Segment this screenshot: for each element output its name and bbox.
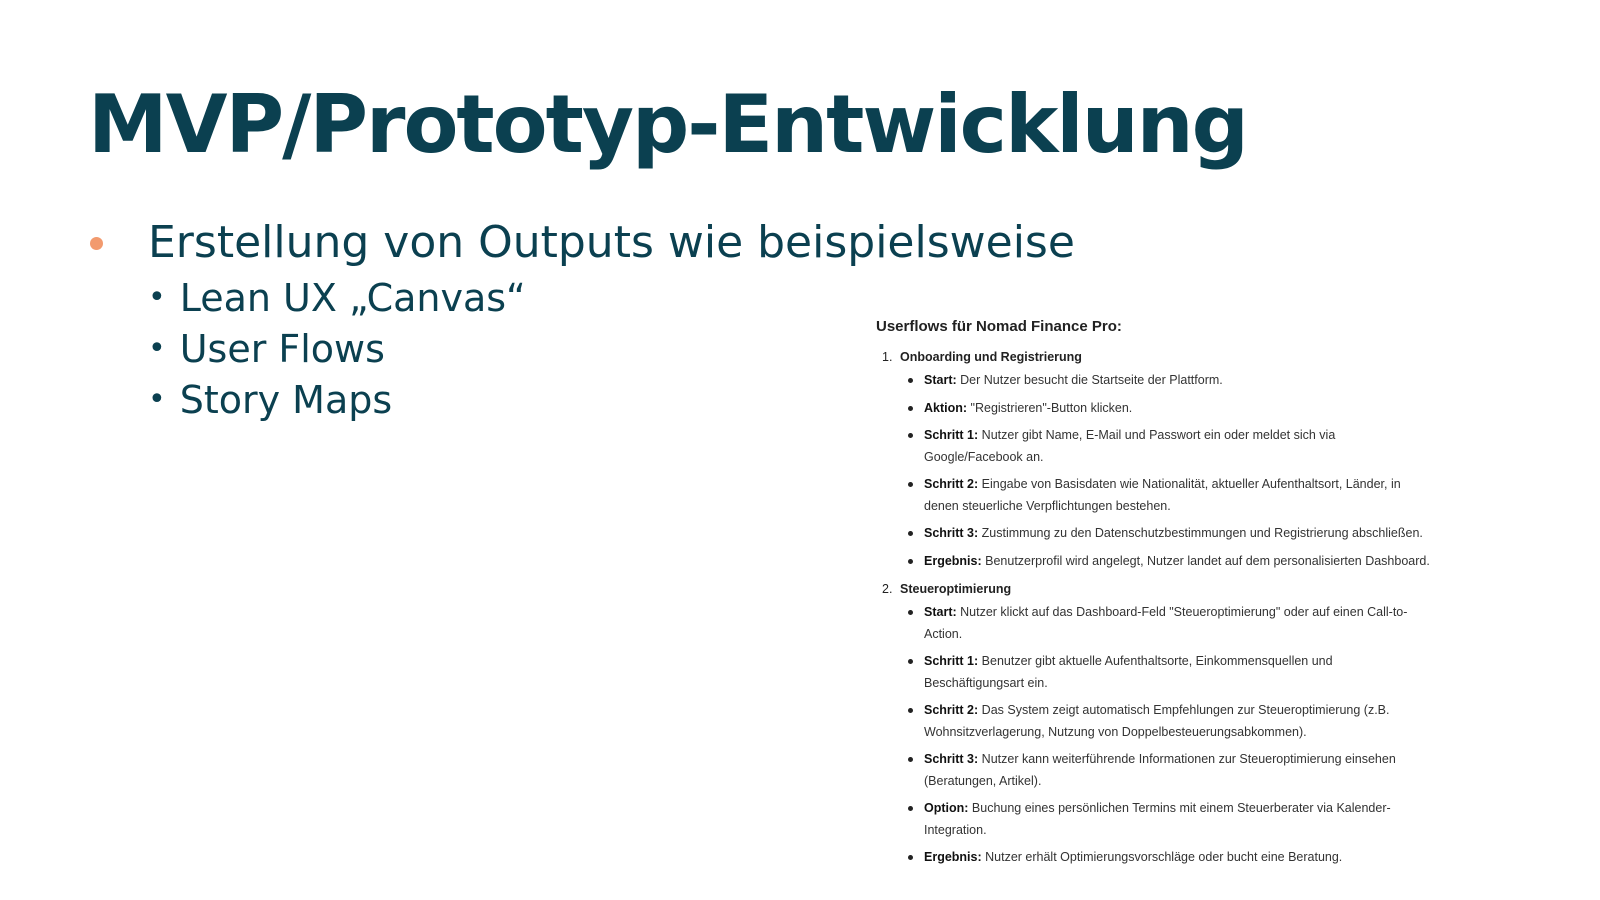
list-item	[876, 425, 1436, 468]
list-item	[876, 651, 1436, 694]
item-text: "Registrieren"-Button klicken.	[967, 400, 1133, 415]
item-key: Start:	[924, 605, 957, 619]
section-number: 1.	[882, 350, 893, 364]
list-item	[876, 398, 1436, 420]
userflows-document	[876, 316, 1436, 875]
bullet-dot-icon	[90, 237, 103, 250]
sub-bullet-item	[148, 323, 526, 374]
list-item	[876, 602, 1436, 645]
bullet-icon: •	[148, 330, 166, 366]
item-key: Schritt 2:	[924, 477, 979, 491]
sub-bullet-text: Lean UX „Canvas“	[179, 275, 526, 320]
section-number: 2.	[882, 582, 893, 596]
list-item	[876, 798, 1436, 841]
item-text: Nutzer erhält Optimierungsvorschläge oder bucht eine Beratung.	[981, 850, 1343, 864]
item-text: Nutzer kann weiterführende Informationen zur Steueroptimierung einsehen (Beratungen, Artikel).	[924, 752, 1396, 788]
list-item	[876, 749, 1436, 792]
sub-bullet-item	[148, 272, 526, 323]
section-item-list	[876, 602, 1436, 869]
item-text: Nutzer gibt Name, E-Mail und Passwort ein oder meldet sich via Google/Facebook an.	[924, 428, 1336, 464]
item-key: Ergebnis:	[924, 850, 982, 864]
list-item	[876, 551, 1436, 573]
list-item	[876, 523, 1436, 545]
item-text: Eingabe von Basisdaten wie Nationalität, aktueller Aufenthaltsort, Länder, in denen steuerliche Verpflichtungen bestehen.	[924, 477, 1401, 513]
item-key: Schritt 2:	[924, 703, 979, 717]
item-key: Aktion:	[924, 400, 968, 415]
section-heading	[882, 346, 1436, 368]
item-text: Benutzer gibt aktuelle Aufenthaltsorte, Einkommensquellen und Beschäftigungsart ein.	[924, 654, 1333, 690]
section-item-list	[876, 370, 1436, 572]
sub-bullet-text: Story Maps	[179, 377, 393, 422]
item-key: Schritt 1:	[924, 654, 979, 668]
item-key: Option:	[924, 801, 969, 815]
section-label: Onboarding und Registrierung	[900, 350, 1082, 364]
sub-bullet-list	[148, 272, 526, 425]
item-key: Ergebnis:	[924, 553, 982, 568]
list-item	[876, 700, 1436, 743]
item-key: Schritt 3:	[924, 526, 979, 540]
item-key: Schritt 3:	[924, 752, 979, 766]
item-key: Start:	[924, 373, 957, 387]
item-text: Zustimmung zu den Datenschutzbestimmungen und Registrierung abschließen.	[978, 526, 1423, 540]
item-text: Benutzerprofil wird angelegt, Nutzer landet auf dem personalisierten Dashboard.	[981, 553, 1430, 568]
list-item	[876, 474, 1436, 517]
main-bullet	[88, 218, 1075, 268]
sub-bullet-text: User Flows	[179, 326, 385, 371]
main-bullet-text: Erstellung von Outputs wie beispielsweise	[148, 217, 1075, 268]
list-item	[876, 370, 1436, 392]
section-label: Steueroptimierung	[900, 582, 1012, 596]
document-title: Userflows für Nomad Finance Pro:	[876, 318, 1122, 335]
bullet-icon: •	[148, 381, 166, 417]
item-text: Das System zeigt automatisch Empfehlungen zur Steueroptimierung (z.B. Wohnsitzverlagerung, Nutzung von Doppelbesteuerungsabkommen).	[924, 703, 1390, 739]
sub-bullet-item	[148, 374, 526, 425]
item-key: Schritt 1:	[924, 428, 979, 442]
bullet-icon: •	[148, 279, 166, 315]
item-text: Nutzer klickt auf das Dashboard-Feld "Steueroptimierung" oder auf einen Call-to-Action.	[924, 605, 1408, 641]
slide-title: MVP/Prototyp-Entwicklung	[88, 78, 1247, 171]
item-text: Buchung eines persönlichen Termins mit einem Steuerberater via Kalender-Integration.	[924, 801, 1391, 837]
section-heading	[882, 578, 1436, 600]
item-text: Der Nutzer besucht die Startseite der Plattform.	[956, 373, 1223, 387]
list-item	[876, 847, 1436, 869]
